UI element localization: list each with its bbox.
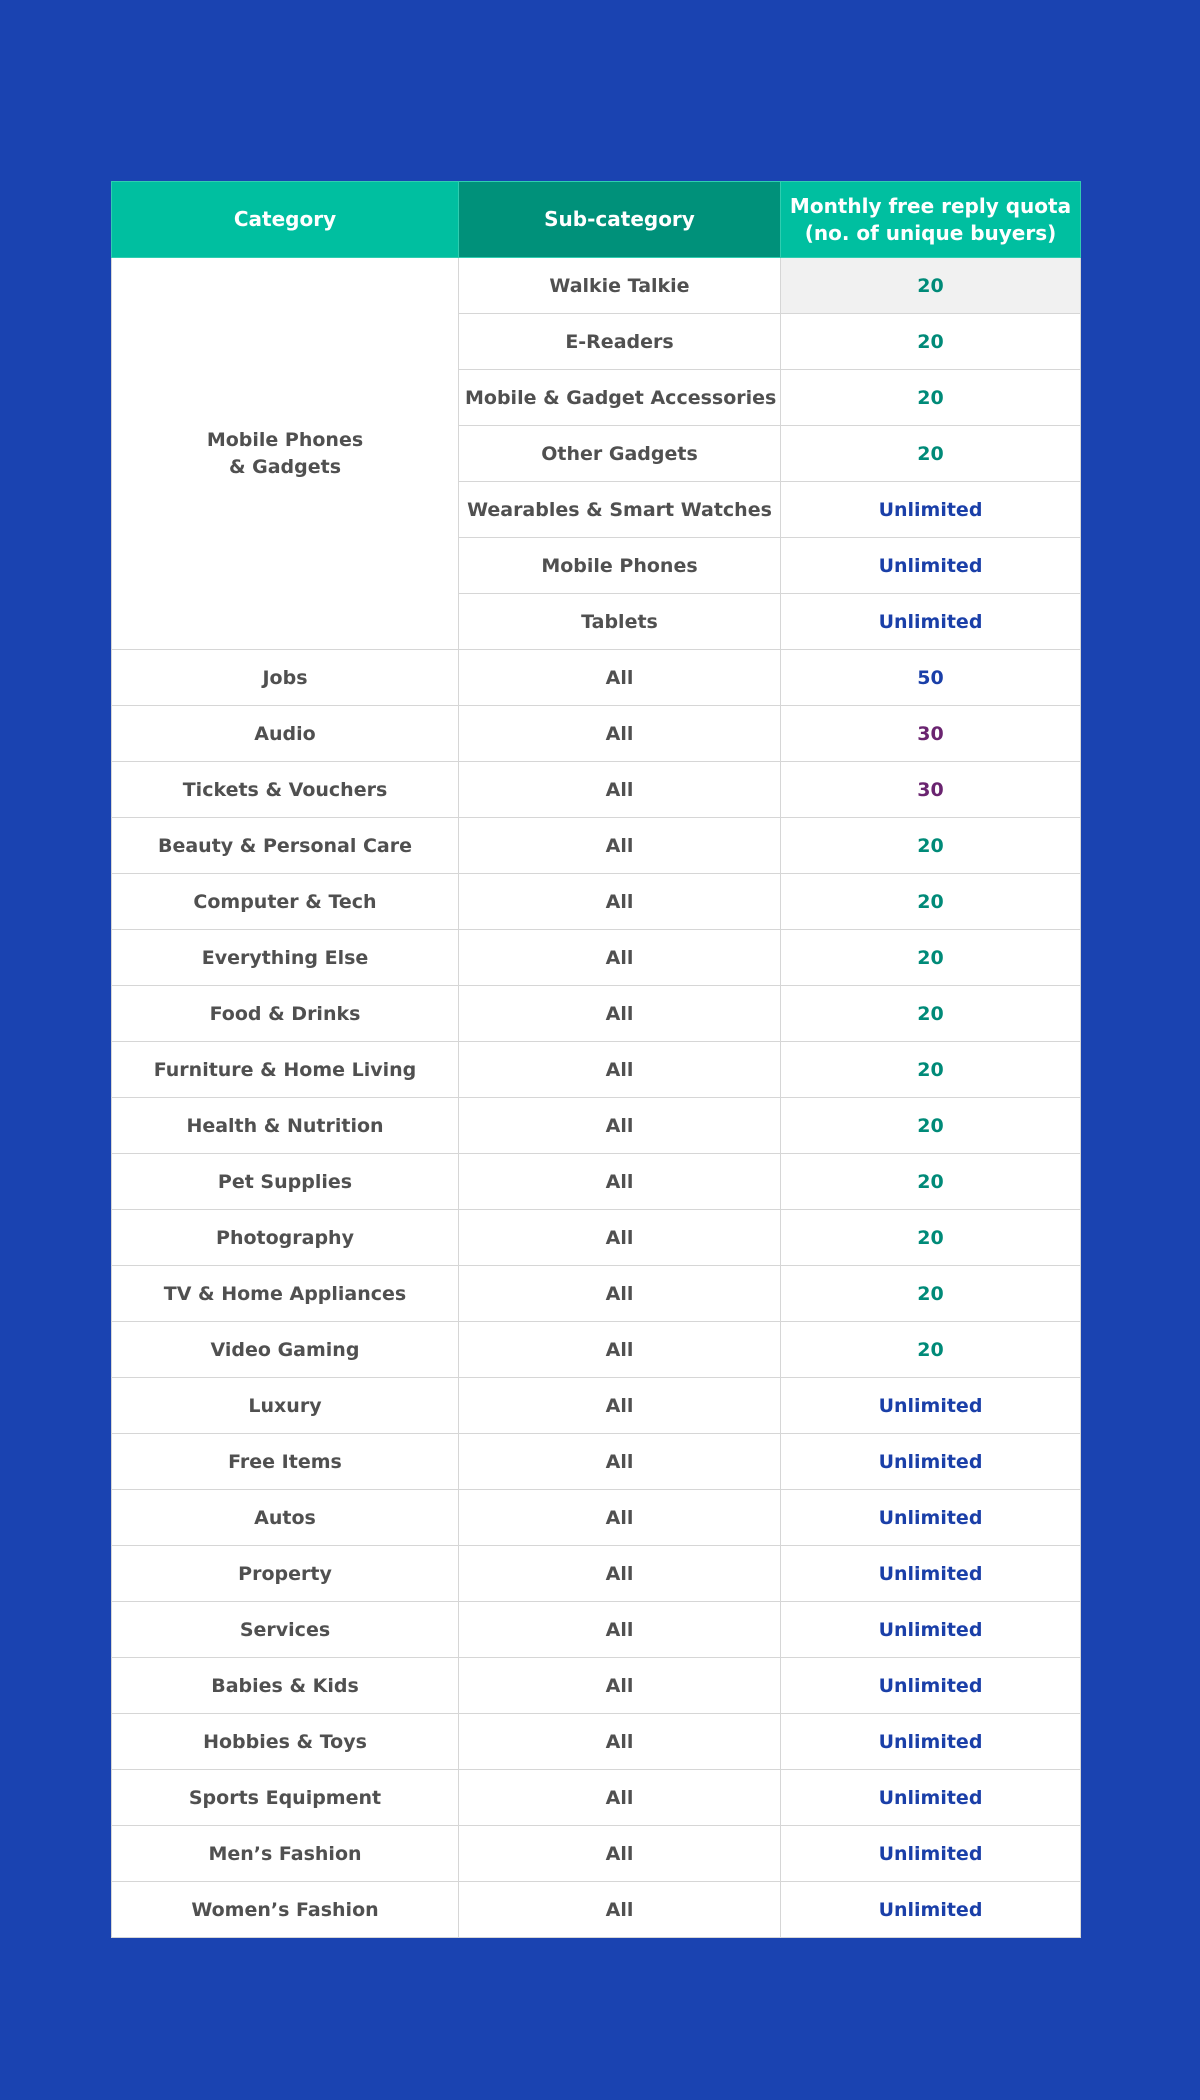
subcategory-cell: All (459, 1098, 781, 1154)
category-cell: Furniture & Home Living (112, 1042, 459, 1098)
quota-cell: Unlimited (781, 1546, 1081, 1602)
subcategory-cell: All (459, 1546, 781, 1602)
category-cell: Health & Nutrition (112, 1098, 459, 1154)
table-row (112, 818, 1081, 874)
quota-cell: Unlimited (781, 1826, 1081, 1882)
table-row (112, 1098, 1081, 1154)
quota-cell: 30 (781, 706, 1081, 762)
table-row (112, 762, 1081, 818)
table-row (112, 706, 1081, 762)
quota-cell: 20 (781, 930, 1081, 986)
quota-cell: 20 (781, 314, 1081, 370)
table-row (112, 650, 1081, 706)
category-cell: Food & Drinks (112, 986, 459, 1042)
quota-cell: 20 (781, 426, 1081, 482)
quota-cell: Unlimited (781, 1714, 1081, 1770)
subcategory-cell: All (459, 762, 781, 818)
category-cell: Luxury (112, 1378, 459, 1434)
subcategory-cell: All (459, 1602, 781, 1658)
subcategory-cell: All (459, 1826, 781, 1882)
category-cell: Beauty & Personal Care (112, 818, 459, 874)
category-cell: Tickets & Vouchers (112, 762, 459, 818)
table-row (112, 1826, 1081, 1882)
quota-cell: Unlimited (781, 482, 1081, 538)
quota-cell: Unlimited (781, 1882, 1081, 1938)
table-row (112, 1490, 1081, 1546)
subcategory-cell: All (459, 1210, 781, 1266)
quota-cell: 20 (781, 818, 1081, 874)
subcategory-cell: All (459, 1154, 781, 1210)
quota-cell: 20 (781, 258, 1081, 314)
subcategory-cell: All (459, 986, 781, 1042)
category-cell: Men’s Fashion (112, 1826, 459, 1882)
quota-cell: Unlimited (781, 1602, 1081, 1658)
quota-cell: Unlimited (781, 594, 1081, 650)
subcategory-cell: All (459, 1770, 781, 1826)
category-cell: Computer & Tech (112, 874, 459, 930)
category-cell: Autos (112, 1490, 459, 1546)
subcategory-cell: All (459, 874, 781, 930)
header-subcategory: Sub-category (459, 182, 781, 258)
category-cell: Jobs (112, 650, 459, 706)
quota-cell: 20 (781, 370, 1081, 426)
subcategory-cell: E-Readers (459, 314, 781, 370)
table-header-row (112, 182, 1081, 258)
quota-cell: Unlimited (781, 1490, 1081, 1546)
subcategory-cell: All (459, 1658, 781, 1714)
table-row (112, 1378, 1081, 1434)
table-row (112, 1154, 1081, 1210)
table-row (112, 1770, 1081, 1826)
table-row (112, 1042, 1081, 1098)
subcategory-cell: Wearables & Smart Watches (459, 482, 781, 538)
category-cell: Sports Equipment (112, 1770, 459, 1826)
subcategory-cell: All (459, 1378, 781, 1434)
table-row (112, 1658, 1081, 1714)
subcategory-cell: All (459, 1434, 781, 1490)
table-row (112, 1210, 1081, 1266)
table-row (112, 1434, 1081, 1490)
category-cell: Photography (112, 1210, 459, 1266)
header-category: Category (112, 182, 459, 258)
category-cell: Video Gaming (112, 1322, 459, 1378)
header-quota (781, 182, 1081, 258)
table-row (112, 1546, 1081, 1602)
quota-cell: Unlimited (781, 538, 1081, 594)
header-quota-line1: Monthly free reply quota (789, 193, 1072, 218)
category-line1: Mobile Phones (206, 428, 364, 451)
subcategory-cell: All (459, 1042, 781, 1098)
subcategory-cell: All (459, 818, 781, 874)
category-cell: Pet Supplies (112, 1154, 459, 1210)
table-row (112, 1266, 1081, 1322)
category-cell: Hobbies & Toys (112, 1714, 459, 1770)
table-row (112, 930, 1081, 986)
category-cell: Free Items (112, 1434, 459, 1490)
category-line2: & Gadgets (228, 455, 342, 478)
reply-quota-table (111, 181, 1081, 1938)
subcategory-cell: Other Gadgets (459, 426, 781, 482)
category-cell: Property (112, 1546, 459, 1602)
header-quota-line2: (no. of unique buyers) (804, 220, 1057, 245)
category-cell: TV & Home Appliances (112, 1266, 459, 1322)
subcategory-cell: All (459, 1882, 781, 1938)
quota-cell: 20 (781, 986, 1081, 1042)
subcategory-cell: All (459, 650, 781, 706)
quota-cell: Unlimited (781, 1770, 1081, 1826)
quota-cell: 20 (781, 1322, 1081, 1378)
category-cell: Audio (112, 706, 459, 762)
quota-cell: 50 (781, 650, 1081, 706)
quota-cell: Unlimited (781, 1434, 1081, 1490)
category-cell-mobile-gadgets (112, 258, 459, 650)
category-cell: Everything Else (112, 930, 459, 986)
table-row (112, 1602, 1081, 1658)
quota-cell: 20 (781, 1266, 1081, 1322)
quota-cell: 20 (781, 1154, 1081, 1210)
subcategory-cell: All (459, 1322, 781, 1378)
table-row (112, 1882, 1081, 1938)
category-cell: Services (112, 1602, 459, 1658)
quota-cell: 20 (781, 874, 1081, 930)
quota-cell: 20 (781, 1210, 1081, 1266)
subcategory-cell: Tablets (459, 594, 781, 650)
table-row (112, 1322, 1081, 1378)
table-row (112, 986, 1081, 1042)
subcategory-cell: All (459, 1714, 781, 1770)
table-row (112, 258, 1081, 314)
quota-cell: 20 (781, 1042, 1081, 1098)
subcategory-cell: All (459, 706, 781, 762)
quota-cell: Unlimited (781, 1378, 1081, 1434)
quota-cell: 20 (781, 1098, 1081, 1154)
subcategory-cell: Mobile & Gadget Accessories (459, 370, 781, 426)
subcategory-cell: All (459, 1490, 781, 1546)
subcategory-cell: All (459, 930, 781, 986)
category-cell: Babies & Kids (112, 1658, 459, 1714)
subcategory-cell: Walkie Talkie (459, 258, 781, 314)
subcategory-cell: All (459, 1266, 781, 1322)
quota-cell: 30 (781, 762, 1081, 818)
quota-cell: Unlimited (781, 1658, 1081, 1714)
category-cell: Women’s Fashion (112, 1882, 459, 1938)
table-row (112, 874, 1081, 930)
table-row (112, 1714, 1081, 1770)
subcategory-cell: Mobile Phones (459, 538, 781, 594)
